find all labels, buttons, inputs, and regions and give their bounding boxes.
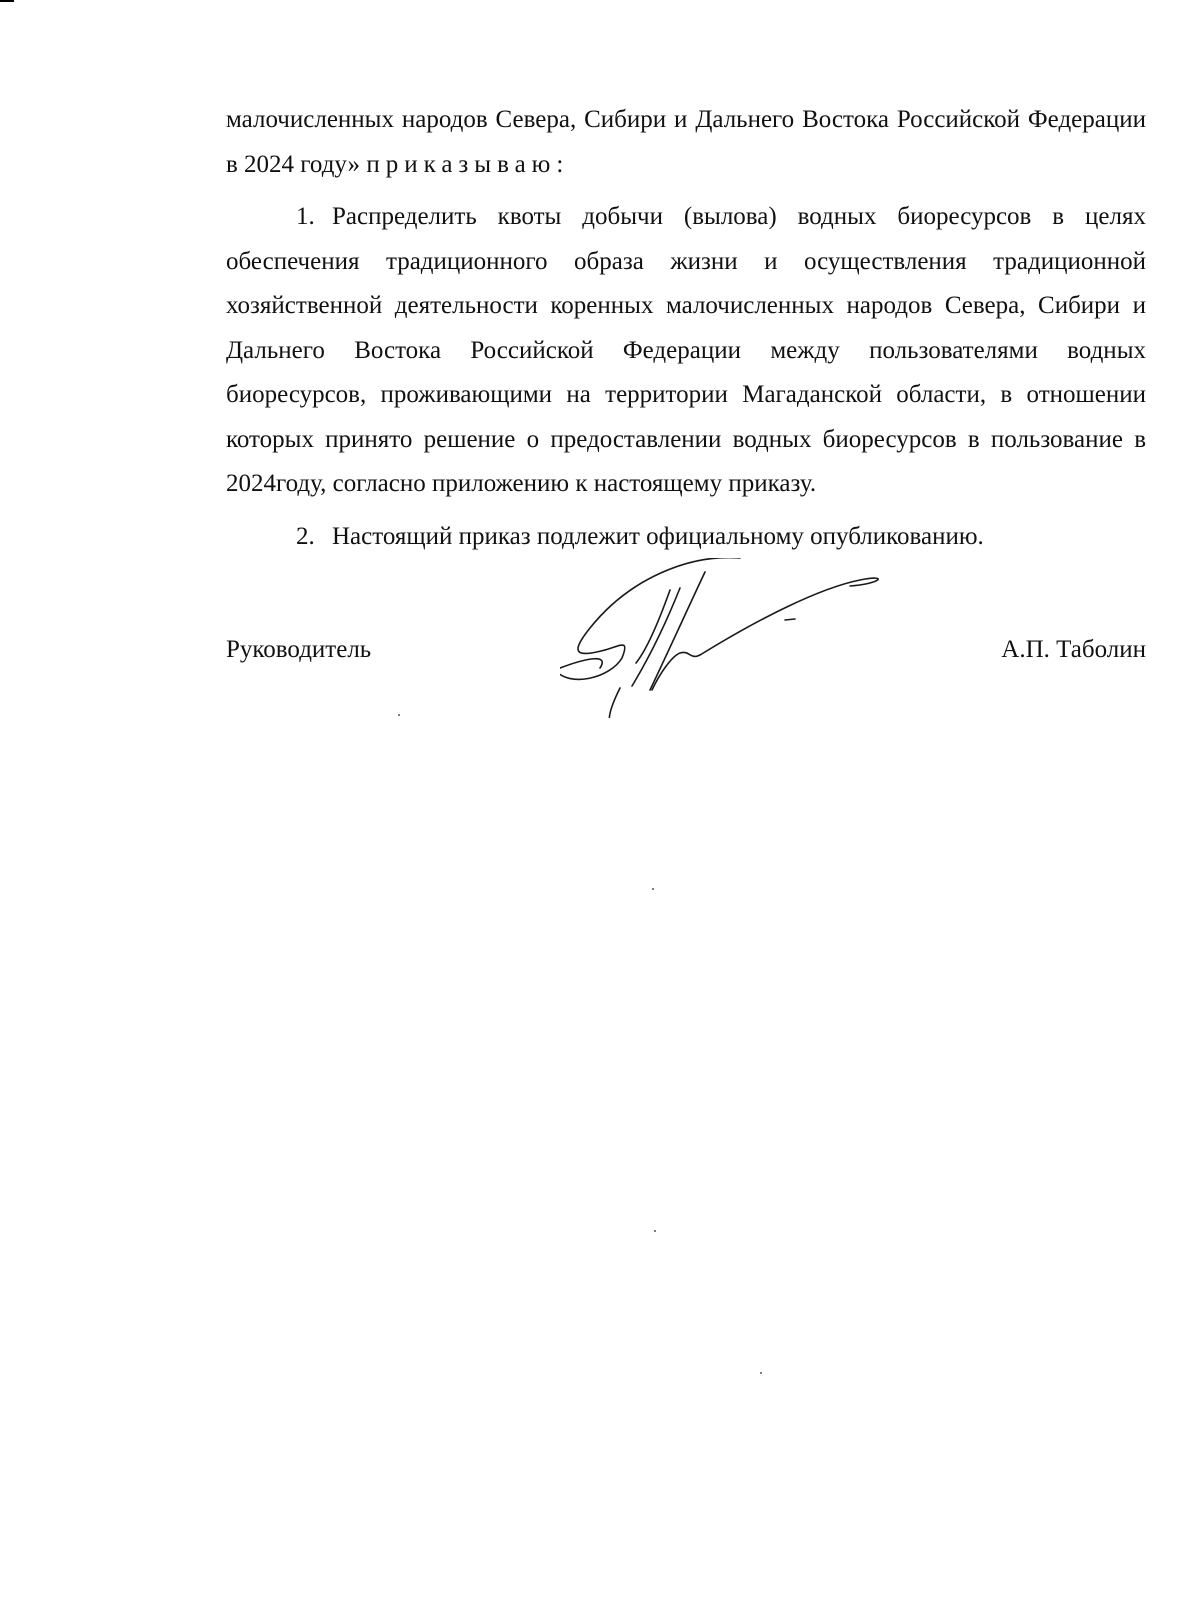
signatory-title: Руководитель xyxy=(226,636,372,663)
signatory-name: А.П. Таболин xyxy=(1001,636,1146,663)
clause-2-number: 2. xyxy=(296,522,315,550)
scan-corner-mark xyxy=(0,0,14,2)
clause-2-text: Настоящий приказ подлежит официальному опубликованию. xyxy=(332,522,984,550)
scan-speck xyxy=(652,888,654,890)
signature-block xyxy=(226,636,1146,676)
order-word: приказываю xyxy=(366,150,557,178)
scan-speck xyxy=(398,714,400,716)
document-body xyxy=(226,98,1146,567)
intro-paragraph xyxy=(226,98,1146,187)
clause-1 xyxy=(226,195,1146,507)
clause-1-text: Распределить квоты добычи (вылова) водных биоресурсов в целях обеспечения традиционного образа жизни и осуществления традиционной хозяйственной деятельности коренных малочисленных народов Севера, Сибири и Дальнего Востока Российской Федерации между пользователями водных биоресурсов, проживающими на территории Магаданской области, в отношении которых принято решение о предоставлении водных биоресурсов в пользование в 2024году, согласно приложению к настоящему приказу. xyxy=(226,203,1146,497)
intro-colon: : xyxy=(556,150,564,178)
clause-2 xyxy=(226,515,1146,560)
intro-text: малочисленных народов Севера, Сибири и Дальнего Востока Российской Федерации в 2024 году» xyxy=(226,106,1146,178)
clause-1-number: 1. xyxy=(296,203,315,230)
scan-speck xyxy=(760,1372,762,1374)
scan-speck xyxy=(654,1230,656,1232)
